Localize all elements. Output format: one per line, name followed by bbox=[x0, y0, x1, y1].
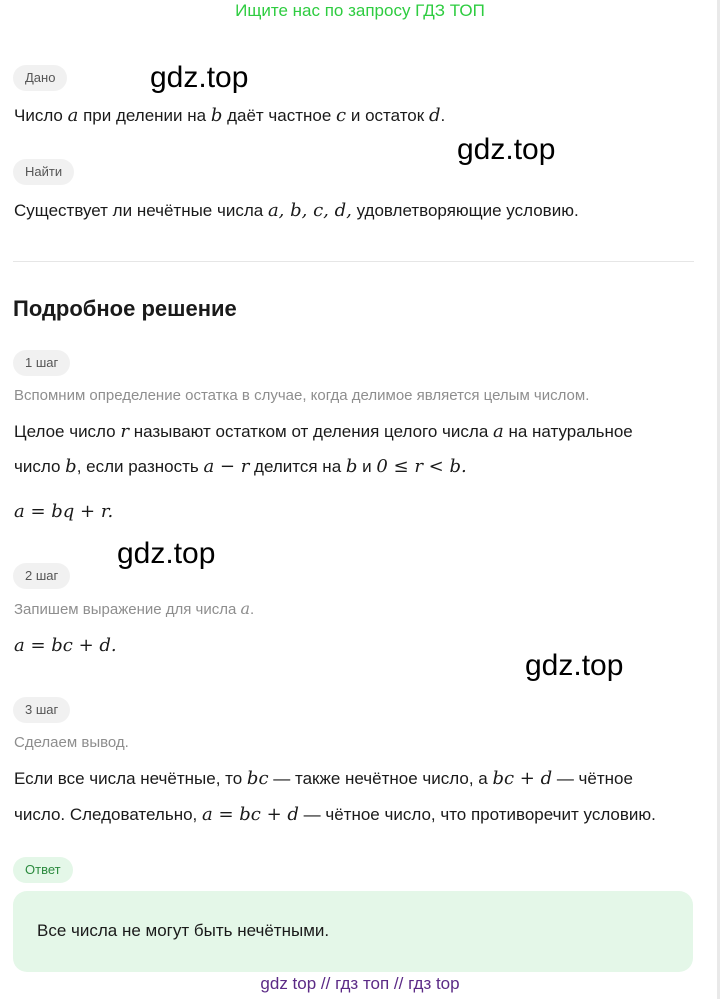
step1-line1 bbox=[14, 420, 633, 444]
var-b: b bbox=[210, 105, 223, 126]
step1-text: на натуральное bbox=[503, 422, 633, 441]
given-text-part: даёт частное bbox=[222, 106, 337, 125]
step1-hint: Вспомним определение остатка в случае, когда делимое является целым числом. bbox=[14, 387, 590, 404]
step2-hint-text: . bbox=[250, 601, 255, 618]
expr-a-minus-r: a − r bbox=[203, 456, 250, 477]
step1-text: называют остатком от деления целого числа bbox=[128, 422, 493, 441]
step1-text: делится на bbox=[249, 457, 346, 476]
step1-text: Целое число bbox=[14, 422, 121, 441]
expr-bc-plus-d: bc + d bbox=[492, 768, 553, 789]
step3-text: — чётное число, что противоречит условию. bbox=[298, 805, 656, 824]
top-banner: Ищите нас по запросу ГДЗ ТОП bbox=[235, 1, 485, 20]
expr-bc: bc bbox=[246, 768, 269, 789]
formula: a = bq + r. bbox=[14, 501, 114, 522]
var-b: b bbox=[345, 456, 358, 477]
step2-hint bbox=[14, 597, 254, 622]
solution-title: Подробное решение bbox=[13, 296, 237, 321]
watermark: gdz.top bbox=[150, 61, 249, 94]
find-text bbox=[14, 199, 579, 223]
find-text-part: Существует ли нечётные числа bbox=[14, 201, 268, 220]
var-a: a bbox=[240, 599, 251, 618]
step2-formula bbox=[14, 634, 117, 658]
divider bbox=[13, 261, 694, 262]
answer-text: Все числа не могут быть нечётными. bbox=[37, 921, 330, 940]
find-text-part: удовлетворяющие условию. bbox=[351, 201, 579, 220]
step1-line2 bbox=[14, 455, 467, 479]
step1-formula bbox=[14, 500, 113, 524]
var-d: d bbox=[428, 105, 441, 126]
step1-text: , если разность bbox=[76, 457, 204, 476]
watermark: gdz.top bbox=[117, 537, 216, 570]
step2-hint-text: Запишем выражение для числа bbox=[14, 601, 241, 618]
answer-box bbox=[13, 891, 693, 972]
var-c: c bbox=[336, 105, 347, 126]
step3-text: число. Следовательно, bbox=[14, 805, 202, 824]
step1-text: и bbox=[357, 457, 377, 476]
step3-line1 bbox=[14, 767, 633, 791]
inequality: 0 ≤ r < b. bbox=[376, 456, 467, 477]
find-label: Найти bbox=[13, 159, 74, 185]
step1-text: число bbox=[14, 457, 66, 476]
var-a: a bbox=[67, 105, 79, 126]
step3-text: Если все числа нечётные, то bbox=[14, 769, 247, 788]
watermark: gdz.top bbox=[457, 133, 556, 166]
var-r: r bbox=[120, 421, 129, 442]
step3-line2 bbox=[14, 803, 656, 827]
step2-label: 2 шаг bbox=[13, 563, 70, 589]
given-text-part: . bbox=[440, 106, 446, 125]
given-text-part: при делении на bbox=[78, 106, 211, 125]
step3-label: 3 шаг bbox=[13, 697, 70, 723]
expr-a-eq-bc-plus-d: a = bc + d bbox=[202, 804, 299, 825]
step3-hint: Сделаем вывод. bbox=[14, 734, 129, 751]
step3-text: — также нечётное число, а bbox=[268, 769, 493, 788]
watermark: gdz.top bbox=[525, 649, 624, 682]
step3-text: — чётное bbox=[552, 769, 633, 788]
find-vars: a, b, c, d, bbox=[267, 200, 352, 221]
formula: a = bc + d. bbox=[14, 635, 117, 656]
answer-label: Ответ bbox=[13, 857, 73, 883]
footer-links[interactable]: gdz top // гдз топ // гдз top bbox=[260, 974, 460, 993]
var-a: a bbox=[493, 421, 504, 442]
given-text-part: Число bbox=[14, 106, 68, 125]
step1-label: 1 шаг bbox=[13, 350, 70, 376]
given-text-part: и остаток bbox=[346, 106, 429, 125]
given-label: Дано bbox=[13, 65, 67, 91]
var-b: b bbox=[65, 456, 77, 477]
given-text bbox=[14, 104, 445, 128]
